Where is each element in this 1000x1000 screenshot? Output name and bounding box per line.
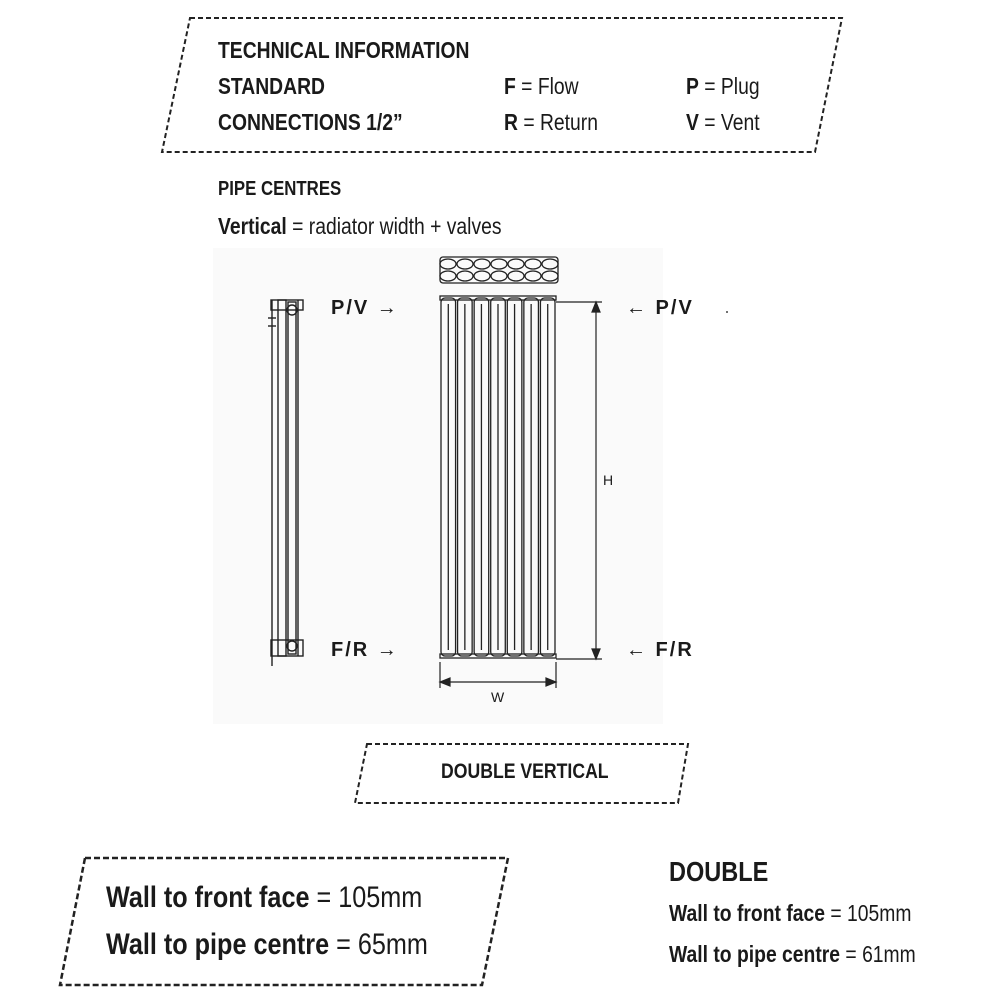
pipe-centres-heading: PIPE CENTRES [218, 178, 342, 200]
tube-end [508, 271, 524, 281]
standard-label: STANDARD [218, 73, 325, 99]
double-heading: DOUBLE [669, 856, 769, 887]
box-wall-to-front-face: Wall to front face = 105mm [106, 881, 423, 914]
tube-end [457, 271, 473, 281]
tube-end [491, 271, 507, 281]
radiator-top-view [440, 257, 558, 283]
height-label: H [603, 472, 614, 488]
connections-label: CONNECTIONS 1/2” [218, 109, 403, 135]
bottom-left-fr-label: F/R → [331, 639, 399, 661]
tube-end [457, 259, 473, 269]
radiator-front-view [440, 296, 556, 658]
top-right-pv-label: ← P/V [626, 297, 694, 319]
tube-end [542, 259, 558, 269]
double-wall-to-front-face: Wall to front face = 105mm [669, 900, 912, 926]
tube-end [440, 271, 456, 281]
tube-end [542, 271, 558, 281]
top-left-pv-label: P/V → [331, 297, 399, 319]
tube-end [474, 271, 490, 281]
tube-end [491, 259, 507, 269]
radiator-side-view [268, 300, 303, 666]
legend-vent: V = Vent [686, 109, 760, 135]
height-dimension [556, 302, 602, 659]
tube-end [525, 271, 541, 281]
legend-return: R = Return [504, 109, 598, 135]
legend-plug: P = Plug [686, 73, 760, 99]
technical-title: TECHNICAL INFORMATION [218, 37, 470, 63]
double-wall-to-pipe-centre: Wall to pipe centre = 61mm [669, 941, 916, 967]
pipe-centres-vertical: Vertical = radiator width + valves [218, 213, 502, 239]
tube-end [474, 259, 490, 269]
bottom-right-fr-label: ← F/R [626, 639, 694, 661]
width-label: W [491, 689, 505, 705]
legend-flow: F = Flow [504, 73, 579, 99]
tube-end [440, 259, 456, 269]
tube-end [525, 259, 541, 269]
box-wall-to-pipe-centre: Wall to pipe centre = 65mm [106, 928, 428, 961]
width-dimension [440, 662, 556, 688]
tube-end [508, 259, 524, 269]
model-label: DOUBLE VERTICAL [441, 760, 609, 783]
